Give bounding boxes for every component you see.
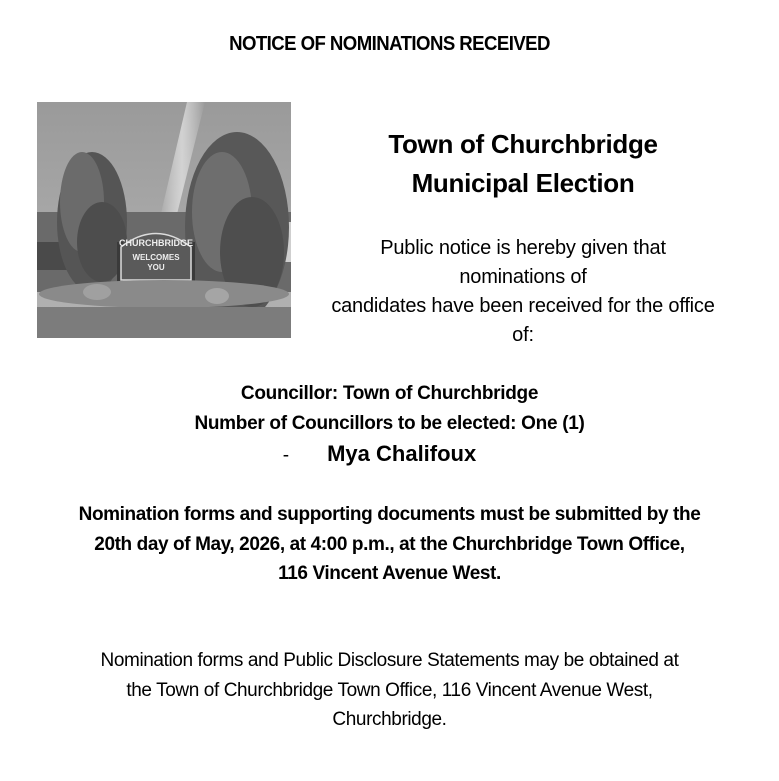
tree-left — [57, 152, 127, 292]
sign-line-2: WELCOMES — [132, 253, 180, 262]
intro-line: of: — [512, 324, 534, 346]
number-to-elect: Number of Councillors to be elected: One (1) — [194, 413, 585, 434]
intro-line: Public notice is hereby given that — [380, 237, 666, 259]
deadline-line: 116 Vincent Avenue West. — [278, 563, 501, 584]
notice-title: NOTICE OF NOMINATIONS RECEIVED — [229, 33, 550, 55]
intro-line: nominations of — [459, 266, 587, 288]
welcome-sign — [117, 234, 195, 285]
candidate-name: Mya Chalifoux — [327, 441, 477, 466]
sign-line-3: YOU — [147, 263, 165, 272]
sign-line-1: CHURCHBRIDGE — [119, 238, 193, 248]
forms-line: Churchbridge. — [332, 709, 447, 730]
office-label: Councillor: Town of Churchbridge — [240, 383, 539, 404]
welcome-sign-image — [37, 102, 291, 338]
candidate-item — [0, 441, 779, 467]
welcome-sign-photo — [37, 102, 291, 338]
forms-line: the Town of Churchbridge Town Office, 116 Vincent Avenue West, — [126, 680, 653, 701]
intro-line: candidates have been received for the office — [331, 295, 715, 317]
candidate-bullet: - — [282, 445, 290, 466]
deadline-line: Nomination forms and supporting documents must be submitted by the — [78, 504, 701, 525]
forms-line: Nomination forms and Public Disclosure Statements may be obtained at — [100, 650, 679, 671]
heading-town: Town of Churchbridge — [388, 129, 658, 159]
heading-election: Municipal Election — [411, 168, 635, 198]
deadline-line: 20th day of May, 2026, at 4:00 p.m., at the Churchbridge Town Office, — [94, 534, 685, 555]
